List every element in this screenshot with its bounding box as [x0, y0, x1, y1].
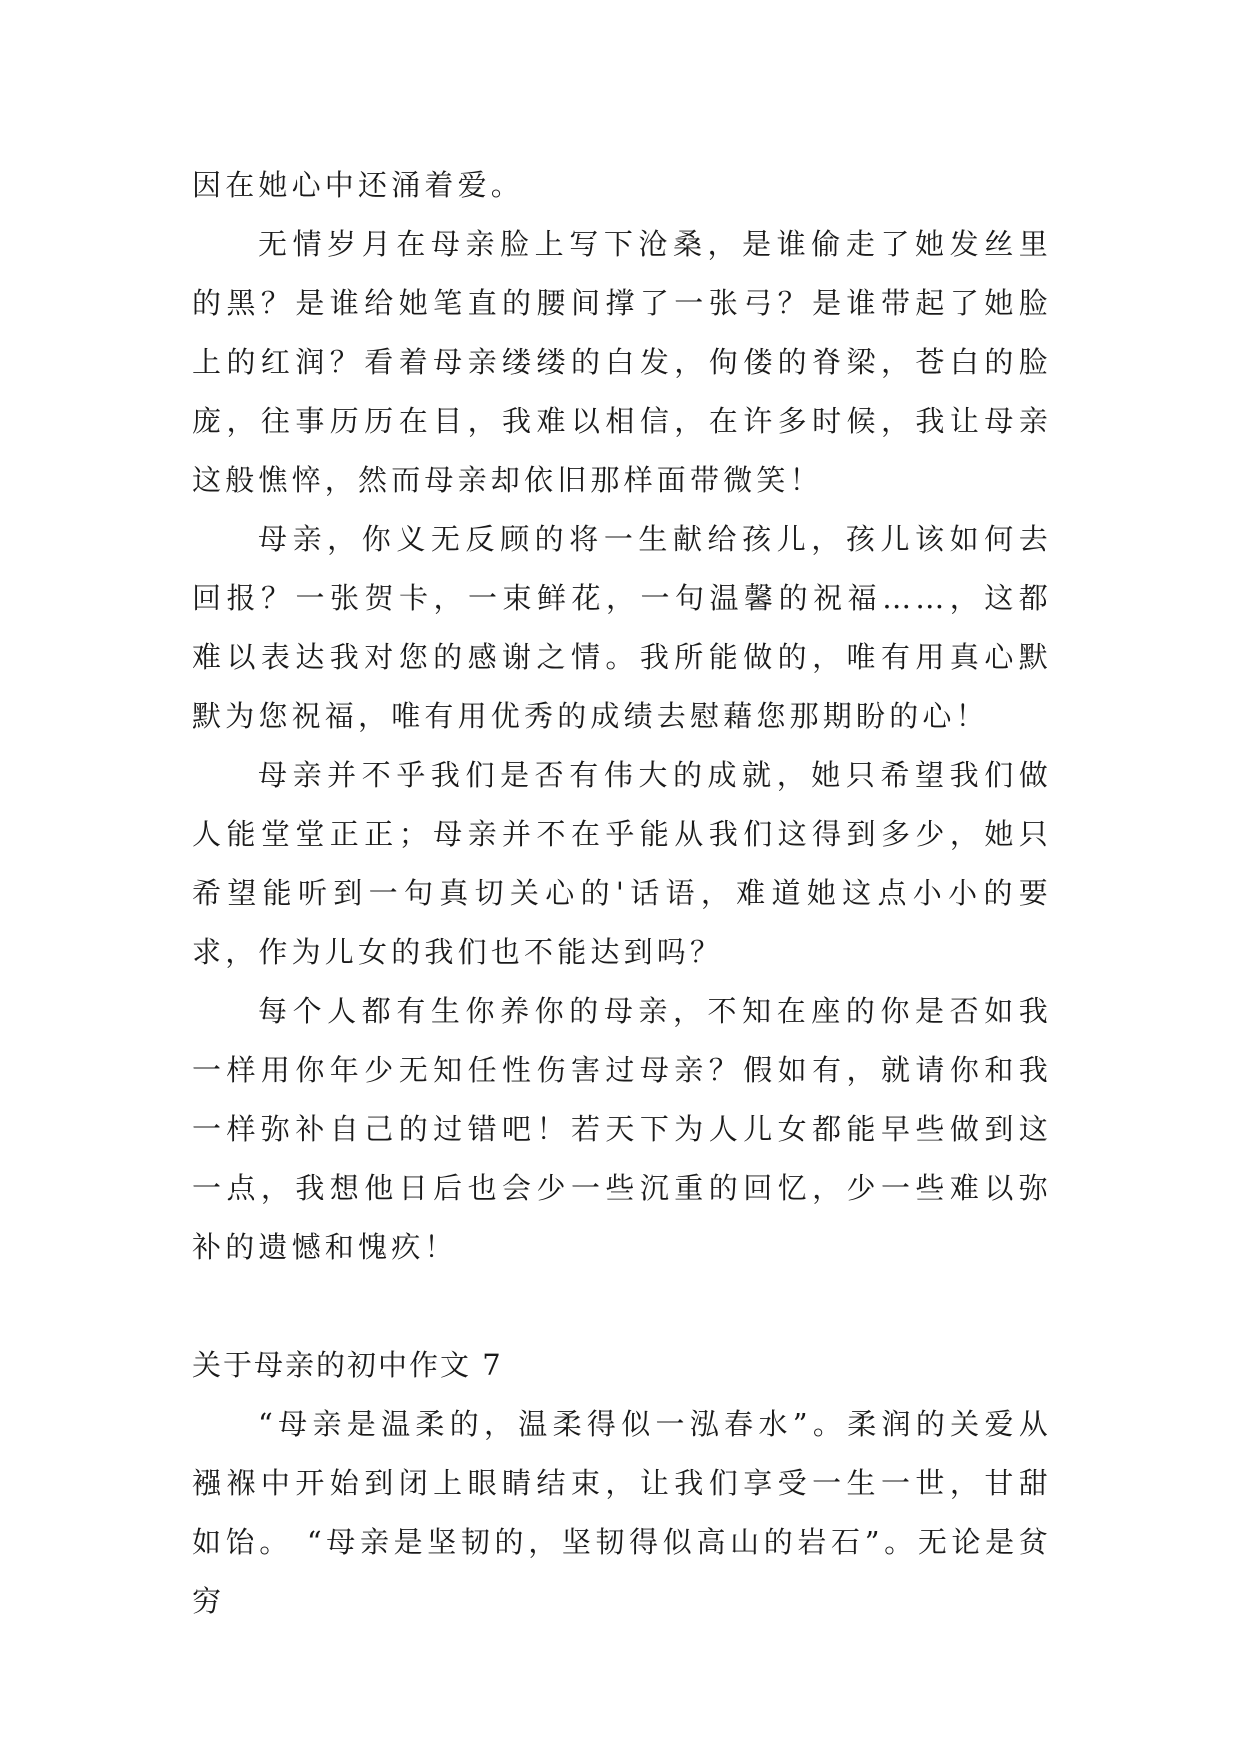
paragraph: 因在她心中还涌着爱。	[192, 168, 525, 202]
paragraph: 母亲，你义无反顾的将一生献给孩儿，孩儿该如何去回报？一张贺卡，一束鲜花，一句温馨的祝福……，这都难以表达我对您的感谢之情。我所能做的，唯有用真心默默为您祝福，唯有用优秀的成绩去慰藉您那期盼的心！	[192, 522, 1052, 733]
paragraph: 母亲并不乎我们是否有伟大的成就，她只希望我们做人能堂堂正正；母亲并不在乎能从我们这得到多少，她只希望能听到一句真切关心的'话语，难道她这点小小的要求，作为儿女的我们也不能达到吗？	[192, 758, 1052, 969]
section-title: 关于母亲的初中作文 7	[192, 1348, 503, 1382]
paragraph: “母亲是温柔的，温柔得似一泓春水”。柔润的关爱从襁褓中开始到闭上眼睛结束，让我们享受一生一世，甘甜如饴。 “母亲是坚韧的，坚韧得似高山的岩石”。无论是贫穷	[192, 1407, 1052, 1618]
document-body	[192, 156, 1052, 1631]
section-spacer	[192, 1277, 1052, 1336]
paragraph: 每个人都有生你养你的母亲，不知在座的你是否如我一样用你年少无知任性伤害过母亲？假如有，就请你和我一样弥补自己的过错吧！若天下为人儿女都能早些做到这一点，我想他日后也会少一些沉重的回忆，少一些难以弥补的遗憾和愧疚！	[192, 994, 1052, 1264]
paragraph: 无情岁月在母亲脸上写下沧桑，是谁偷走了她发丝里的黑？是谁给她笔直的腰间撑了一张弓？是谁带起了她脸上的红润？看着母亲缕缕的白发，佝偻的脊梁，苍白的脸庞，往事历历在目，我难以相信，在许多时候，我让母亲这般憔悴，然而母亲却依旧那样面带微笑！	[192, 227, 1052, 497]
